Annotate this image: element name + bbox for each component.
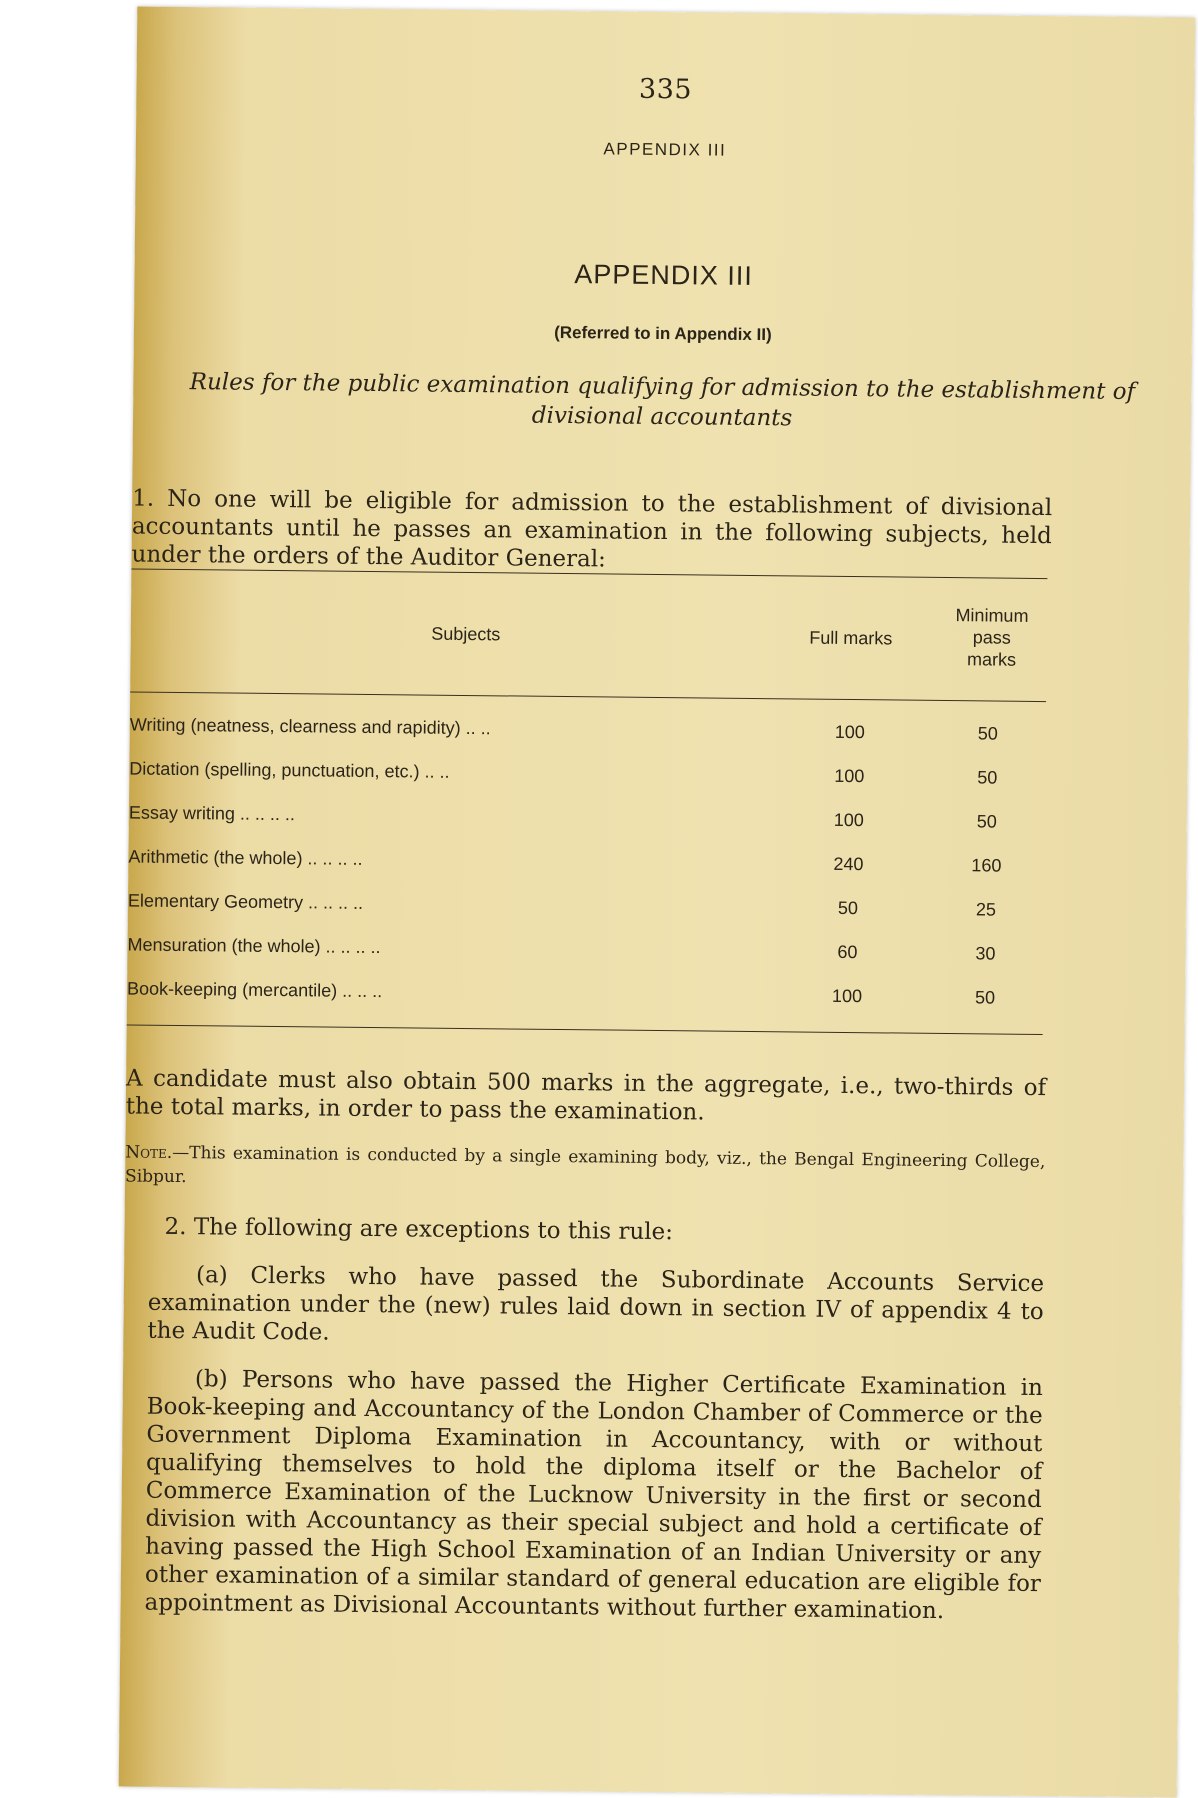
row-subject: Dictation (spelling, punctuation, etc.) .. ..	[129, 758, 450, 782]
note-label: Note.	[125, 1142, 173, 1163]
note-text: —This examination is conducted by a single examining body, viz., the Bengal Engineering College, Sibpur.	[124, 1142, 1046, 1188]
paragraph-1: 1. No one will be eligible for admission to the establishment of divisional accountants until he passes an examination in the following subjects, held under the orders of the Auditor General:	[131, 485, 1053, 573]
header-minimum-pass-marks	[936, 604, 1047, 671]
row-min-marks: 30	[975, 943, 996, 964]
row-subject: Elementary Geometry .. .. .. ..	[127, 890, 364, 913]
header-min-line2: pass	[972, 627, 1011, 648]
row-subject: Writing (neatness, clearness and rapidity) .. ..	[129, 714, 491, 739]
paragraph-aggregate: A candidate must also obtain 500 marks in the aggregate, i.e., two-thirds of the total marks, in order to pass the examination.	[125, 1065, 1047, 1126]
row-full-marks: 100	[833, 809, 864, 831]
rules-heading: Rules for the public examination qualifying for admission to the establishment of divisional accountants	[189, 369, 1136, 432]
row-min-marks: 50	[977, 723, 998, 744]
marks-table	[127, 568, 1048, 1035]
row-subject: Arithmetic (the whole) .. .. .. ..	[128, 846, 363, 869]
header-subjects: Subjects	[431, 623, 501, 645]
header-full-marks: Full marks	[809, 627, 893, 649]
appendix-subtitle: (Referred to in Appendix II)	[554, 322, 772, 345]
table-row	[127, 978, 1043, 1032]
row-full-marks: 50	[837, 897, 859, 919]
book-page	[119, 7, 1196, 1798]
table-header	[130, 569, 1047, 701]
row-min-marks: 160	[971, 855, 1002, 876]
appendix-title: APPENDIX III	[574, 259, 753, 291]
row-full-marks: 100	[834, 721, 865, 743]
row-full-marks: 100	[831, 985, 863, 1007]
running-head: APPENDIX III	[603, 139, 727, 160]
header-min-line3: marks	[966, 649, 1017, 670]
table-body	[127, 692, 1046, 1034]
row-subject: Mensuration (the whole) .. .. .. ..	[127, 934, 381, 958]
paragraph-exception-a: (a) Clerks who have passed the Subordinate Accounts Service examination under the (new) rules laid down in section IV of appendix 4 to the Audit Code.	[147, 1262, 1045, 1346]
row-full-marks: 100	[834, 765, 865, 787]
paragraph-2: 2. The following are exceptions to this rule:	[164, 1213, 674, 1246]
row-subject: Book-keeping (mercantile) .. .. ..	[126, 978, 383, 1002]
row-full-marks: 240	[833, 853, 864, 875]
note	[125, 1140, 1045, 1198]
row-min-marks: 50	[976, 811, 997, 832]
paragraph-exception-b: (b) Persons who have passed the Higher Certificate Examination in Book-keeping and Accountancy of the London Chamber of Commerce or the Government Diploma Examination in Accountancy, with or without qualifying themselves to hold the diploma itself or the Bachelor of Commerce Examination of the Lucknow University in the first or second division with Accountancy as their special subject and hold a certificate of having passed the High School Examination of an Indian University or any other examination of a similar standard of general education are eligible for appointment as Divisional Accountants without further examination.	[144, 1366, 1044, 1625]
row-subject: Essay writing .. .. .. ..	[128, 802, 296, 825]
row-min-marks: 50	[974, 987, 996, 1008]
row-full-marks: 60	[837, 941, 858, 963]
page-number: 335	[638, 73, 693, 106]
row-min-marks: 50	[977, 767, 998, 788]
row-min-marks: 25	[975, 899, 997, 920]
header-min-line1: Minimum	[955, 605, 1029, 626]
